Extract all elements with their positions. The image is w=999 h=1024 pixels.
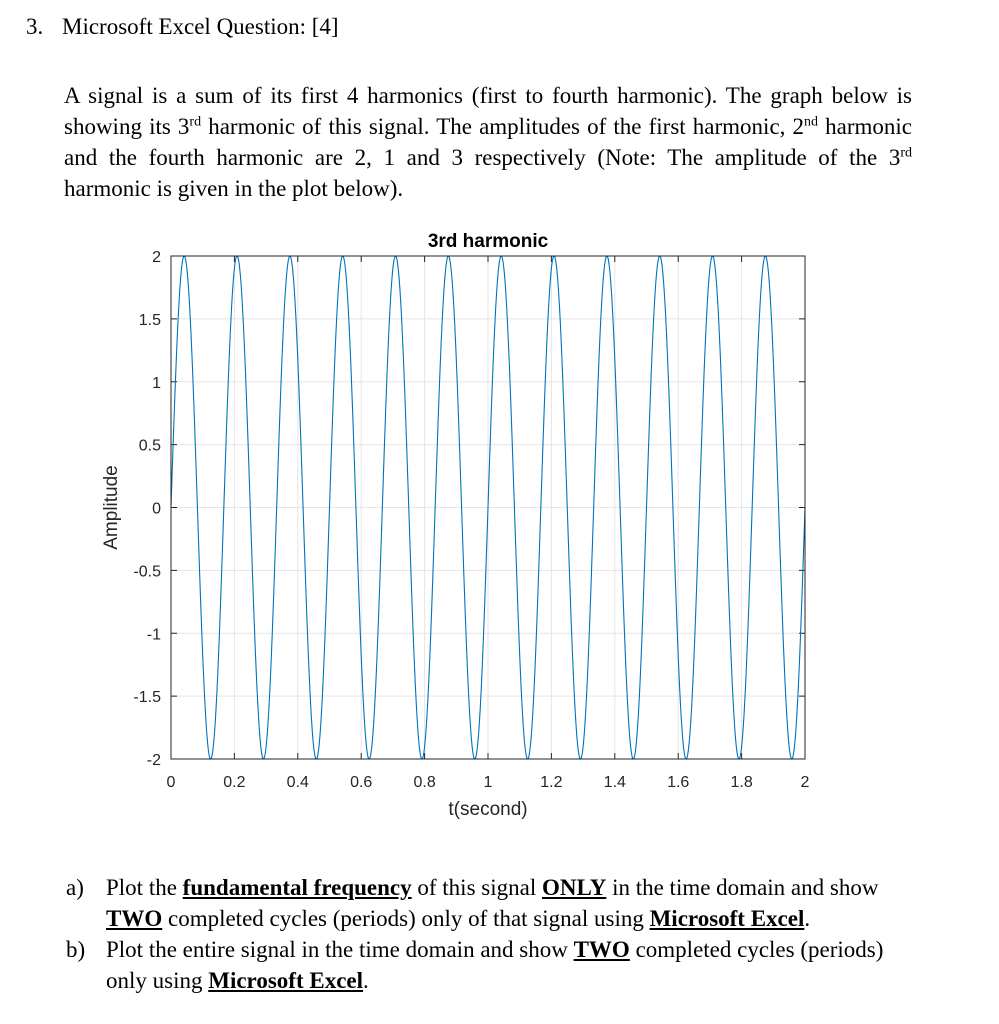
y-tick-label: 2 xyxy=(152,249,161,266)
x-tick-label: 1.2 xyxy=(540,774,563,791)
x-tick-label: 0.6 xyxy=(350,774,373,791)
task-text: . xyxy=(804,906,811,931)
para-text-4: harmonic is given in the plot below). xyxy=(64,176,404,201)
x-tick-label: 0.4 xyxy=(286,774,309,791)
y-tick-label: 0.5 xyxy=(138,437,161,455)
task-item xyxy=(66,872,926,934)
y-axis-label: Amplitude xyxy=(101,465,122,550)
question-number: 3. xyxy=(26,14,44,39)
para-sup-2: nd xyxy=(804,114,819,130)
y-tick-label: 0 xyxy=(152,500,161,518)
x-tick-label: 1.8 xyxy=(730,774,753,791)
x-tick-label: 0 xyxy=(166,774,176,791)
y-tick-label: -1.5 xyxy=(133,689,161,707)
task-text: . xyxy=(363,968,369,993)
x-tick-label: 2 xyxy=(800,774,810,791)
question-paragraph xyxy=(64,80,912,204)
task-item xyxy=(66,934,926,996)
y-tick-label: -2 xyxy=(146,752,161,769)
para-text-2: harmonic of this signal. The amplitudes of the first harmonic, 2 xyxy=(201,114,805,139)
task-text: completed cycles (periods) only using xyxy=(106,937,884,993)
task-emphasis: ONLY xyxy=(541,875,607,900)
task-emphasis: TWO xyxy=(106,906,163,931)
task-text: in the time domain and show xyxy=(606,875,879,900)
question-heading xyxy=(26,14,339,40)
task-text: completed cycles (periods) only of that signal using xyxy=(162,906,650,931)
task-text: of this signal xyxy=(411,875,542,900)
task-label: a) xyxy=(66,875,84,900)
para-text-1: A signal is a sum of its first 4 harmonics (first to fourth harmonic). The graph below is showing its 3 xyxy=(64,83,912,139)
y-tick-label: 1 xyxy=(152,374,161,392)
task-list xyxy=(66,872,926,996)
y-tick-label: -0.5 xyxy=(133,563,161,581)
task-emphasis: TWO xyxy=(573,937,630,962)
para-text-3: harmonic and the fourth harmonic are 2, 1 and 3 respectively (Note: The amplitude of the 3 xyxy=(64,114,912,170)
task-emphasis: fundamental frequency xyxy=(182,875,412,900)
task-emphasis: Microsoft Excel xyxy=(649,906,805,931)
y-tick-label: -1 xyxy=(146,626,161,644)
para-sup-1: rd xyxy=(189,114,202,130)
x-tick-label: 1 xyxy=(483,774,493,791)
x-tick-label: 0.8 xyxy=(413,774,436,791)
chart-title: 3rd harmonic xyxy=(427,231,549,252)
x-axis-label: t(second) xyxy=(448,799,528,820)
question-title: Microsoft Excel Question: [4] xyxy=(62,14,339,39)
x-tick-label: 0.2 xyxy=(223,774,246,791)
harmonic-chart xyxy=(0,224,999,834)
task-text: Plot the xyxy=(106,875,183,900)
x-tick-label: 1.6 xyxy=(667,774,690,791)
task-text: Plot the entire signal in the time domain and show xyxy=(106,937,574,962)
y-tick-label: 1.5 xyxy=(138,311,161,329)
task-label: b) xyxy=(66,937,86,962)
task-emphasis: Microsoft Excel xyxy=(208,968,364,993)
x-tick-label: 1.4 xyxy=(603,774,626,791)
para-sup-3: rd xyxy=(900,145,912,161)
